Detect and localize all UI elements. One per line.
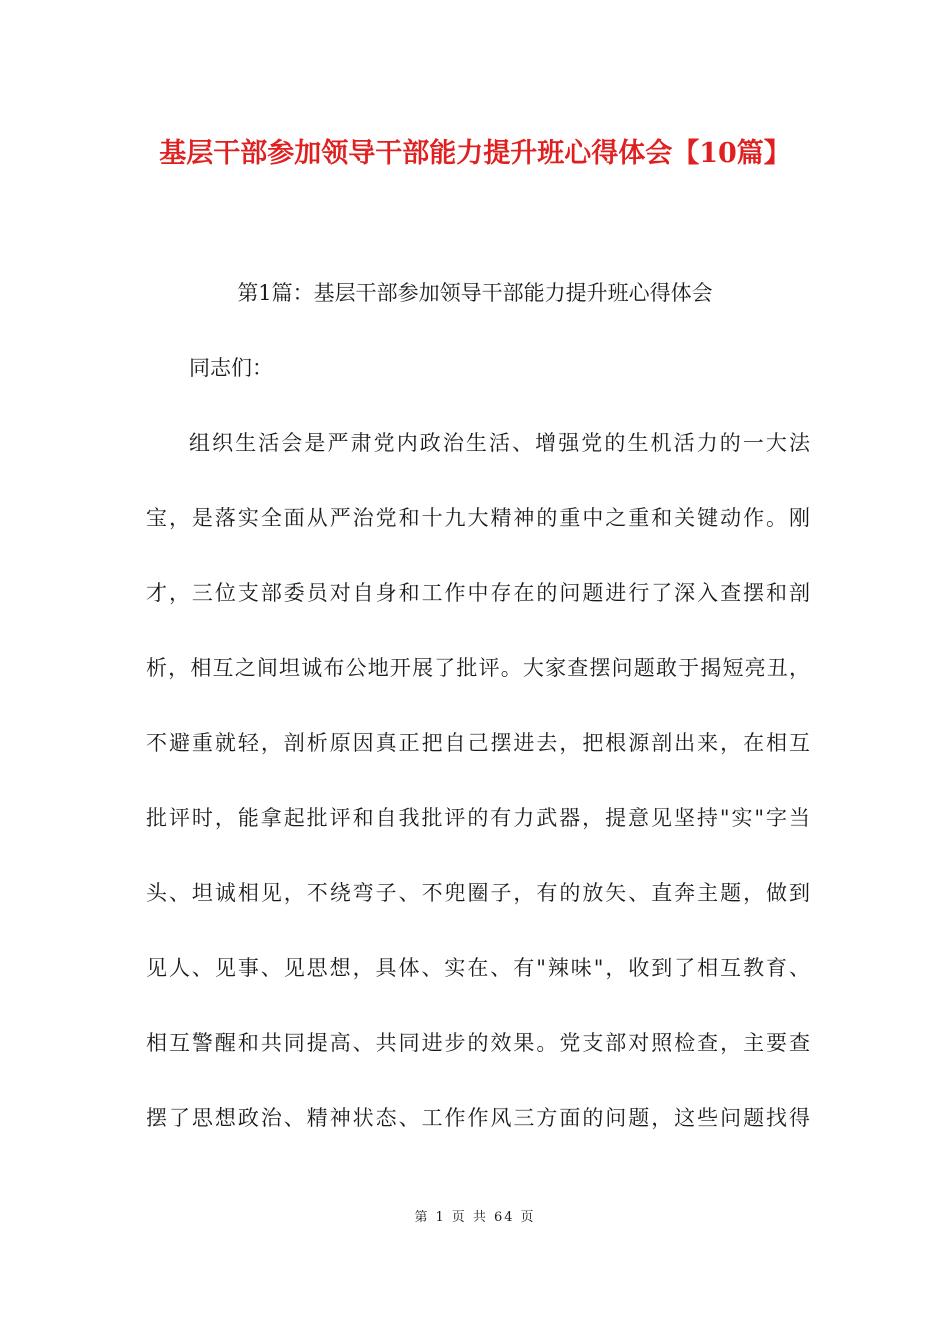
paragraph-line: 摆了思想政治、精神状态、工作作风三方面的问题，这些问题找得 bbox=[146, 1106, 810, 1130]
paragraph-line: 见人、见事、见思想，具体、实在、有"辣味"，收到了相互教育、 bbox=[146, 956, 810, 980]
footer-current-page: 1 bbox=[435, 1210, 446, 1225]
document-title: 基层干部参加领导干部能力提升班心得体会【10篇】 bbox=[159, 138, 791, 169]
footer-prefix: 第 bbox=[414, 1210, 430, 1225]
paragraph-line: 才，三位支部委员对自身和工作中存在的问题进行了深入查摆和剖 bbox=[146, 581, 810, 605]
paragraph-line: 不避重就轻，剖析原因真正把自己摆进去，把根源剖出来，在相互 bbox=[146, 731, 810, 755]
footer-middle: 页 共 bbox=[451, 1210, 488, 1225]
paragraph-line: 组织生活会是严肃党内政治生活、增强党的生机活力的一大法 bbox=[189, 431, 810, 455]
paragraph-line: 头、坦诚相见，不绕弯子、不兜圈子，有的放矢、直奔主题，做到 bbox=[146, 881, 810, 905]
paragraph-line: 析，相互之间坦诚布公地开展了批评。大家查摆问题敢于揭短亮丑， bbox=[146, 656, 810, 680]
section-heading: 第1篇：基层干部参加领导干部能力提升班心得体会 bbox=[237, 281, 713, 305]
salutation: 同志们： bbox=[189, 356, 273, 380]
paragraph-line: 宝，是落实全面从严治党和十九大精神的重中之重和关键动作。刚 bbox=[146, 506, 810, 530]
paragraph-line: 相互警醒和共同提高、共同进步的效果。党支部对照检查，主要查 bbox=[146, 1031, 810, 1055]
page-footer bbox=[0, 1208, 950, 1228]
footer-suffix: 页 bbox=[520, 1210, 536, 1225]
footer-total-pages: 64 bbox=[493, 1210, 515, 1225]
paragraph-line: 批评时，能拿起批评和自我批评的有力武器，提意见坚持"实"字当 bbox=[146, 806, 810, 830]
